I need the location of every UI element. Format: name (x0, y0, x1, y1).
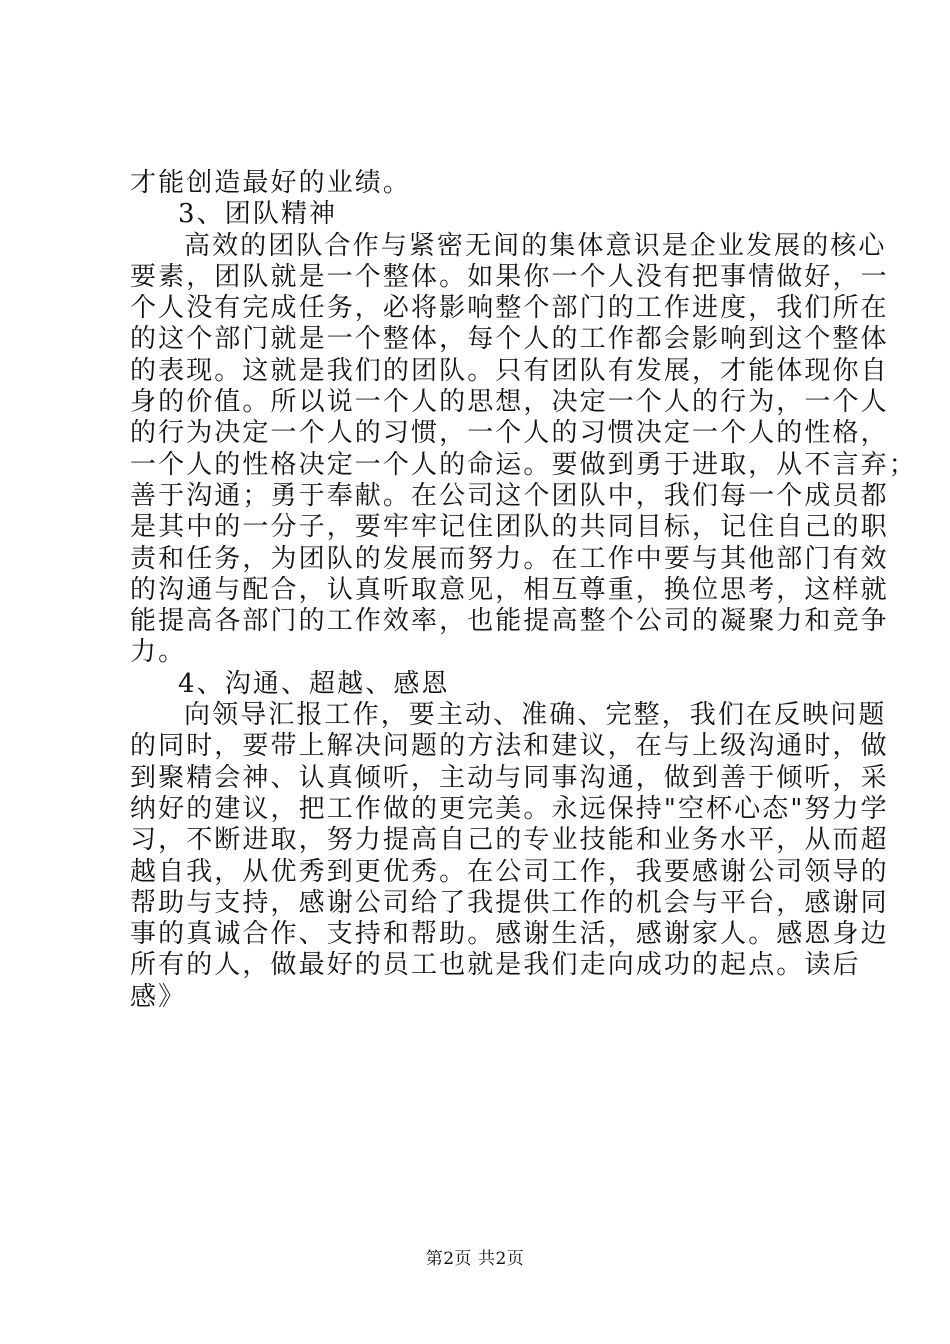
paragraph-line: 责和任务，为团队的发展而努力。在工作中要与其他部门有效 (130, 543, 889, 574)
paragraph-line: 事的真诚合作、支持和帮助。感谢生活，感谢家人。感恩身边 (130, 919, 889, 950)
paragraph-line: 的沟通与配合，认真听取意见，相互尊重，换位思考，这样就 (130, 574, 889, 605)
paragraph-line: 的行为决定一个人的习惯，一个人的习惯决定一个人的性格， (130, 418, 889, 449)
paragraph-line: 个人没有完成任务，必将影响整个部门的工作进度，我们所在 (130, 293, 889, 324)
paragraph-line: 到聚精会神、认真倾听，主动与同事沟通，做到善于倾听，采 (130, 762, 889, 793)
section-heading-team-spirit: 3、团队精神 (178, 199, 338, 230)
paragraph-line: 能提高各部门的工作效率，也能提高整个公司的凝聚力和竞争 (130, 606, 889, 637)
paragraph-line: 善于沟通；勇于奉献。在公司这个团队中，我们每一个成员都 (130, 480, 889, 511)
paragraph-line: 力。 (130, 637, 187, 668)
continuation-line: 才能创造最好的业绩。 (130, 168, 412, 198)
paragraph-line: 越自我，从优秀到更优秀。在公司工作，我要感谢公司领导的 (130, 856, 889, 887)
paragraph-line: 的这个部门就是一个整体，每个人的工作都会影响到这个整体 (130, 324, 889, 355)
paragraph-line: 所有的人，做最好的员工也就是我们走向成功的起点。读后 (130, 950, 861, 981)
section-paragraph-communication (130, 700, 889, 1013)
paragraph-line: 向领导汇报工作，要主动、准确、完整，我们在反映问题 (184, 700, 887, 731)
paragraph-line: 高效的团队合作与紧密无间的集体意识是企业发展的核心 (184, 230, 887, 261)
paragraph-line: 感》 (130, 981, 187, 1012)
document-body (130, 168, 917, 1013)
section-paragraph-team-spirit (130, 230, 917, 669)
paragraph-line: 是其中的一分子，要牢牢记住团队的共同目标，记住自己的职 (130, 512, 889, 543)
paragraph-line: 的表现。这就是我们的团队。只有团队有发展，才能体现你自 (130, 355, 889, 386)
paragraph-line: 帮助与支持，感谢公司给了我提供工作的机会与平台，感谢同 (130, 887, 889, 918)
section-heading-communication: 4、沟通、超越、感恩 (178, 668, 450, 699)
paragraph-line: 身的价值。所以说一个人的思想，决定一个人的行为，一个人 (130, 387, 889, 418)
paragraph-line: 的同时，要带上解决问题的方法和建议，在与上级沟通时，做 (130, 731, 889, 762)
paragraph-line: 一个人的性格决定一个人的命运。要做到勇于进取，从不言弃； (130, 449, 917, 480)
page-number-footer: 第2页 共2页 (425, 1249, 525, 1269)
paragraph-line: 要素，团队就是一个整体。如果你一个人没有把事情做好，一 (130, 261, 889, 292)
paragraph-line: 习，不断进取，努力提高自己的专业技能和业务水平，从而超 (130, 825, 889, 856)
paragraph-line: 纳好的建议，把工作做的更完美。永远保持"空杯心态"努力学 (130, 793, 889, 824)
